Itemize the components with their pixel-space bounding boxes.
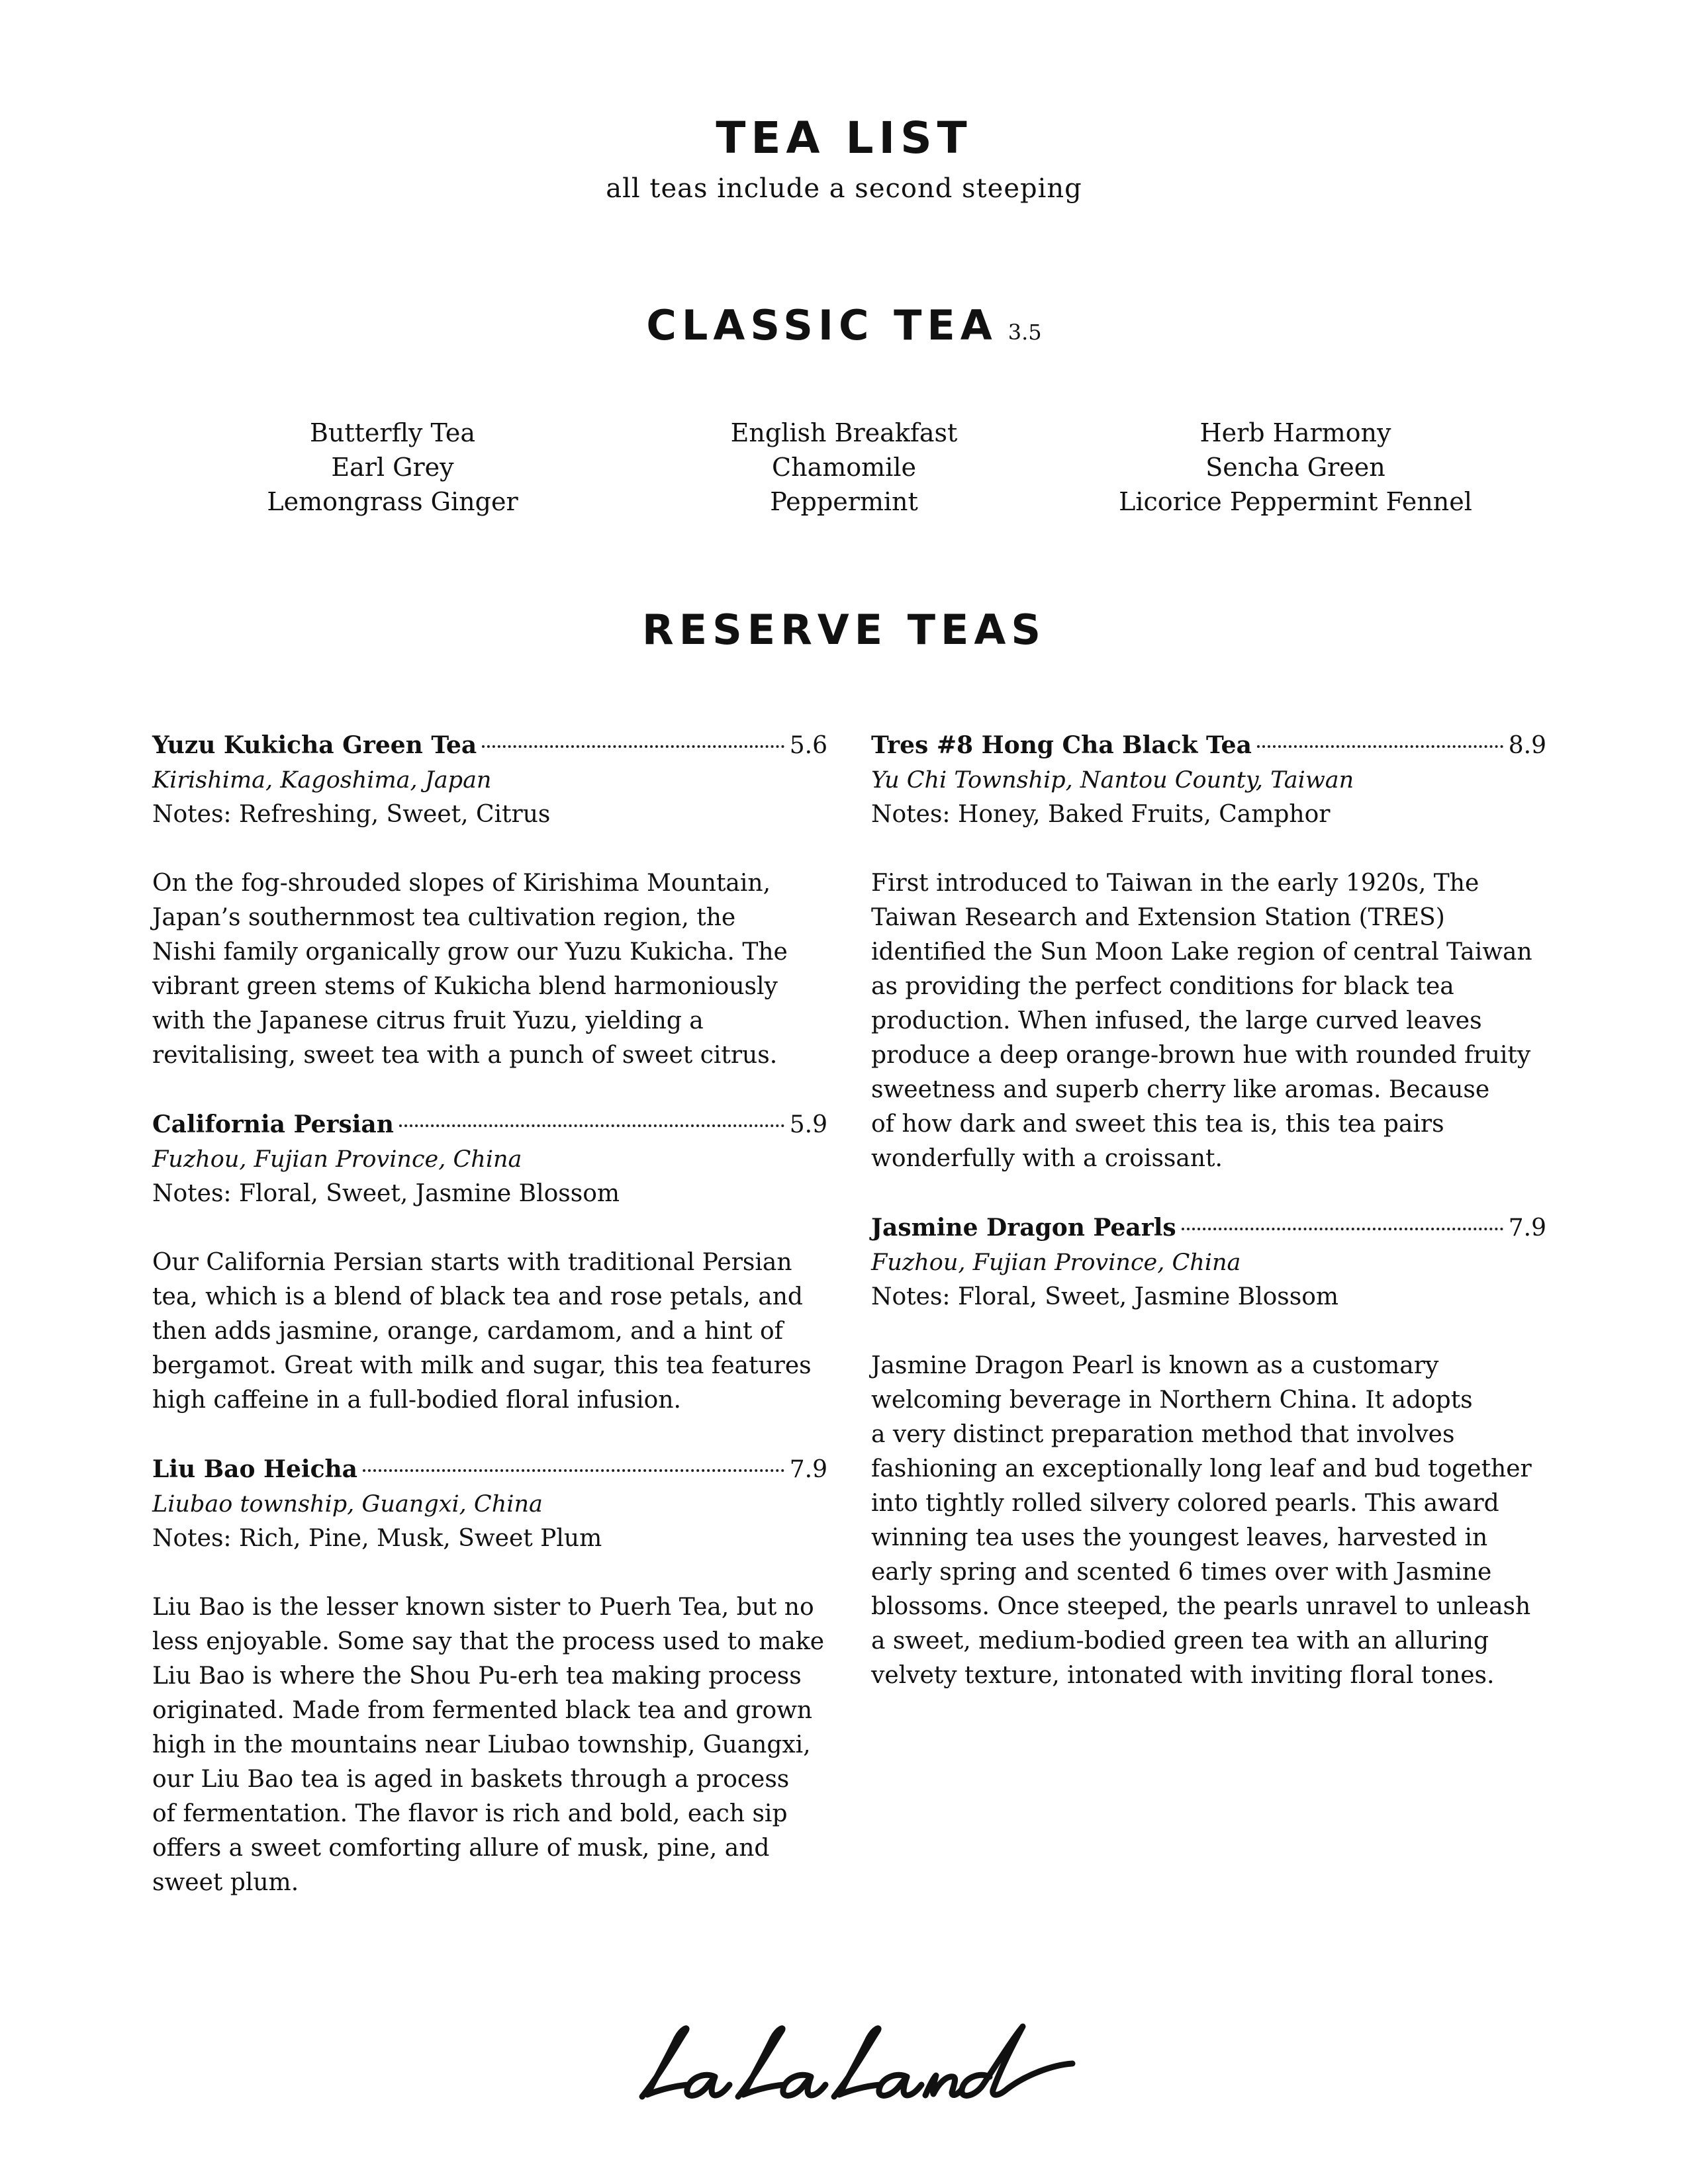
description-line: Taiwan Research and Extension Station (TRES) (871, 904, 1445, 931)
classic-tea-list (0, 416, 1688, 528)
tea-name: Tres #8 Hong Cha Black Tea (871, 731, 1252, 759)
tea-description (152, 1246, 827, 1418)
reserve-teas-heading: RESERVE TEAS (641, 606, 1047, 654)
dot-leader (482, 745, 784, 748)
description-line: production. When infused, the large curved leaves (871, 1007, 1482, 1034)
classic-tea-heading (0, 301, 1688, 349)
tea-title-row (871, 1210, 1546, 1246)
tea-notes: Notes: Rich, Pine, Musk, Sweet Plum (152, 1525, 602, 1552)
classic-tea-item: Butterfly Tea (309, 418, 476, 447)
classic-tea-item: Sencha Green (1205, 453, 1385, 482)
tea-name: Liu Bao Heicha (152, 1455, 358, 1483)
description-line: early spring and scented 6 times over with Jasmine (871, 1559, 1492, 1586)
tea-description (871, 1349, 1546, 1693)
description-line: Japan’s southernmost tea cultivation region, the (152, 904, 736, 931)
description-line: First introduced to Taiwan in the early 1920s, The (871, 870, 1479, 897)
description-line: originated. Made from fermented black tea and grown (152, 1697, 813, 1724)
dot-leader (399, 1124, 784, 1127)
classic-tea-column (592, 416, 1096, 519)
description-line: Jasmine Dragon Pearl is known as a customary (871, 1352, 1439, 1379)
reserve-tea-item (152, 1452, 827, 1900)
description-line: our Liu Bao tea is aged in baskets through a process (152, 1766, 790, 1793)
description-line: with the Japanese citrus fruit Yuzu, yielding a (152, 1007, 704, 1034)
lalaland-script-logo-icon (616, 2012, 1079, 2111)
tea-origin: Fuzhou, Fujian Province, China (152, 1146, 522, 1173)
description-line: Liu Bao is the lesser known sister to Puerh Tea, but no (152, 1594, 814, 1621)
tea-title-row (871, 728, 1546, 763)
description-line: a sweet, medium-bodied green tea with an alluring (871, 1627, 1489, 1655)
description-line: produce a deep orange-brown hue with rounded fruity (871, 1042, 1531, 1069)
tea-origin: Yu Chi Township, Nantou County, Taiwan (871, 767, 1354, 794)
page-subtitle: all teas include a second steeping (606, 173, 1082, 204)
description-line: revitalising, sweet tea with a punch of sweet citrus. (152, 1042, 778, 1069)
description-line: into tightly rolled silvery colored pearls. This award (871, 1490, 1499, 1517)
classic-tea-price: 3.5 (1008, 320, 1042, 345)
tea-origin: Liubao township, Guangxi, China (152, 1491, 543, 1518)
description-line: sweet plum. (152, 1869, 299, 1896)
tea-price: 5.6 (789, 732, 827, 759)
description-line: offers a sweet comforting allure of musk, pine, and (152, 1835, 770, 1862)
description-line: of fermentation. The flavor is rich and bold, each sip (152, 1800, 788, 1827)
page-title: TEA LIST (716, 113, 972, 163)
description-line: On the fog-shrouded slopes of Kirishima Mountain, (152, 870, 771, 897)
tea-price: 8.9 (1508, 732, 1546, 759)
tea-title-row (152, 1107, 827, 1142)
tea-notes: Notes: Floral, Sweet, Jasmine Blossom (152, 1180, 620, 1207)
description-line: wonderfully with a croissant. (871, 1145, 1223, 1172)
description-line: sweetness and superb cherry like aromas. Because (871, 1076, 1490, 1103)
tea-name: Yuzu Kukicha Green Tea (152, 731, 477, 759)
description-line: then adds jasmine, orange, cardamom, and a hint of (152, 1318, 783, 1345)
lalaland-logo (616, 2012, 1079, 2111)
tea-notes: Notes: Refreshing, Sweet, Citrus (152, 801, 551, 828)
tea-description (871, 866, 1546, 1176)
reserve-tea-item (871, 1210, 1546, 1693)
description-line: of how dark and sweet this tea is, this tea pairs (871, 1111, 1444, 1138)
tea-name: Jasmine Dragon Pearls (871, 1214, 1176, 1242)
tea-origin: Fuzhou, Fujian Province, China (871, 1250, 1241, 1276)
description-line: bergamot. Great with milk and sugar, this tea features (152, 1352, 812, 1379)
description-line: fashioning an exceptionally long leaf and bud together (871, 1455, 1532, 1482)
classic-tea-item: English Breakfast (730, 418, 958, 447)
tea-notes: Notes: Honey, Baked Fruits, Camphor (871, 801, 1331, 828)
tea-name: California Persian (152, 1111, 394, 1138)
classic-tea-column (1044, 416, 1547, 519)
tea-title-row (152, 728, 827, 763)
description-line: high caffeine in a full-bodied floral infusion. (152, 1387, 681, 1414)
classic-tea-item: Earl Grey (331, 453, 454, 482)
reserve-tea-item (871, 728, 1546, 1176)
reserve-column-left (152, 728, 827, 1934)
tea-title-row (152, 1452, 827, 1487)
tea-price: 5.9 (789, 1111, 827, 1138)
description-line: vibrant green stems of Kukicha blend harmoniously (152, 973, 778, 1000)
description-line: welcoming beverage in Northern China. It adopts (871, 1387, 1473, 1414)
description-line: Nishi family organically grow our Yuzu Kukicha. The (152, 938, 788, 966)
tea-description (152, 1590, 827, 1900)
description-line: as providing the perfect conditions for black tea (871, 973, 1454, 1000)
tea-description (152, 866, 827, 1073)
reserve-column-right (871, 728, 1546, 1727)
classic-tea-heading-text: CLASSIC TEA (646, 301, 998, 349)
classic-tea-item: Peppermint (770, 487, 918, 516)
reserve-tea-item (152, 1107, 827, 1418)
description-line: winning tea uses the youngest leaves, harvested in (871, 1524, 1488, 1551)
dot-leader (1182, 1228, 1503, 1230)
description-line: velvety texture, intonated with inviting floral tones. (871, 1662, 1495, 1689)
description-line: identified the Sun Moon Lake region of central Taiwan (871, 938, 1532, 966)
classic-tea-item: Licorice Peppermint Fennel (1119, 487, 1472, 516)
description-line: tea, which is a blend of black tea and rose petals, and (152, 1283, 803, 1310)
description-line: less enjoyable. Some say that the process used to make (152, 1628, 824, 1655)
classic-tea-column (141, 416, 644, 519)
tea-origin: Kirishima, Kagoshima, Japan (152, 767, 492, 794)
dot-leader (363, 1469, 784, 1472)
classic-tea-item: Herb Harmony (1199, 418, 1391, 447)
tea-price: 7.9 (1508, 1214, 1546, 1242)
classic-tea-item: Chamomile (772, 453, 916, 482)
dot-leader (1257, 745, 1503, 748)
description-line: blossoms. Once steeped, the pearls unravel to unleash (871, 1593, 1531, 1620)
reserve-tea-item (152, 728, 827, 1073)
classic-tea-item: Lemongrass Ginger (267, 487, 518, 516)
description-line: Liu Bao is where the Shou Pu-erh tea making process (152, 1662, 802, 1690)
tea-price: 7.9 (789, 1456, 827, 1483)
description-line: a very distinct preparation method that involves (871, 1421, 1455, 1448)
description-line: Our California Persian starts with traditional Persian (152, 1249, 792, 1276)
tea-notes: Notes: Floral, Sweet, Jasmine Blossom (871, 1283, 1339, 1310)
description-line: high in the mountains near Liubao township, Guangxi, (152, 1731, 811, 1758)
